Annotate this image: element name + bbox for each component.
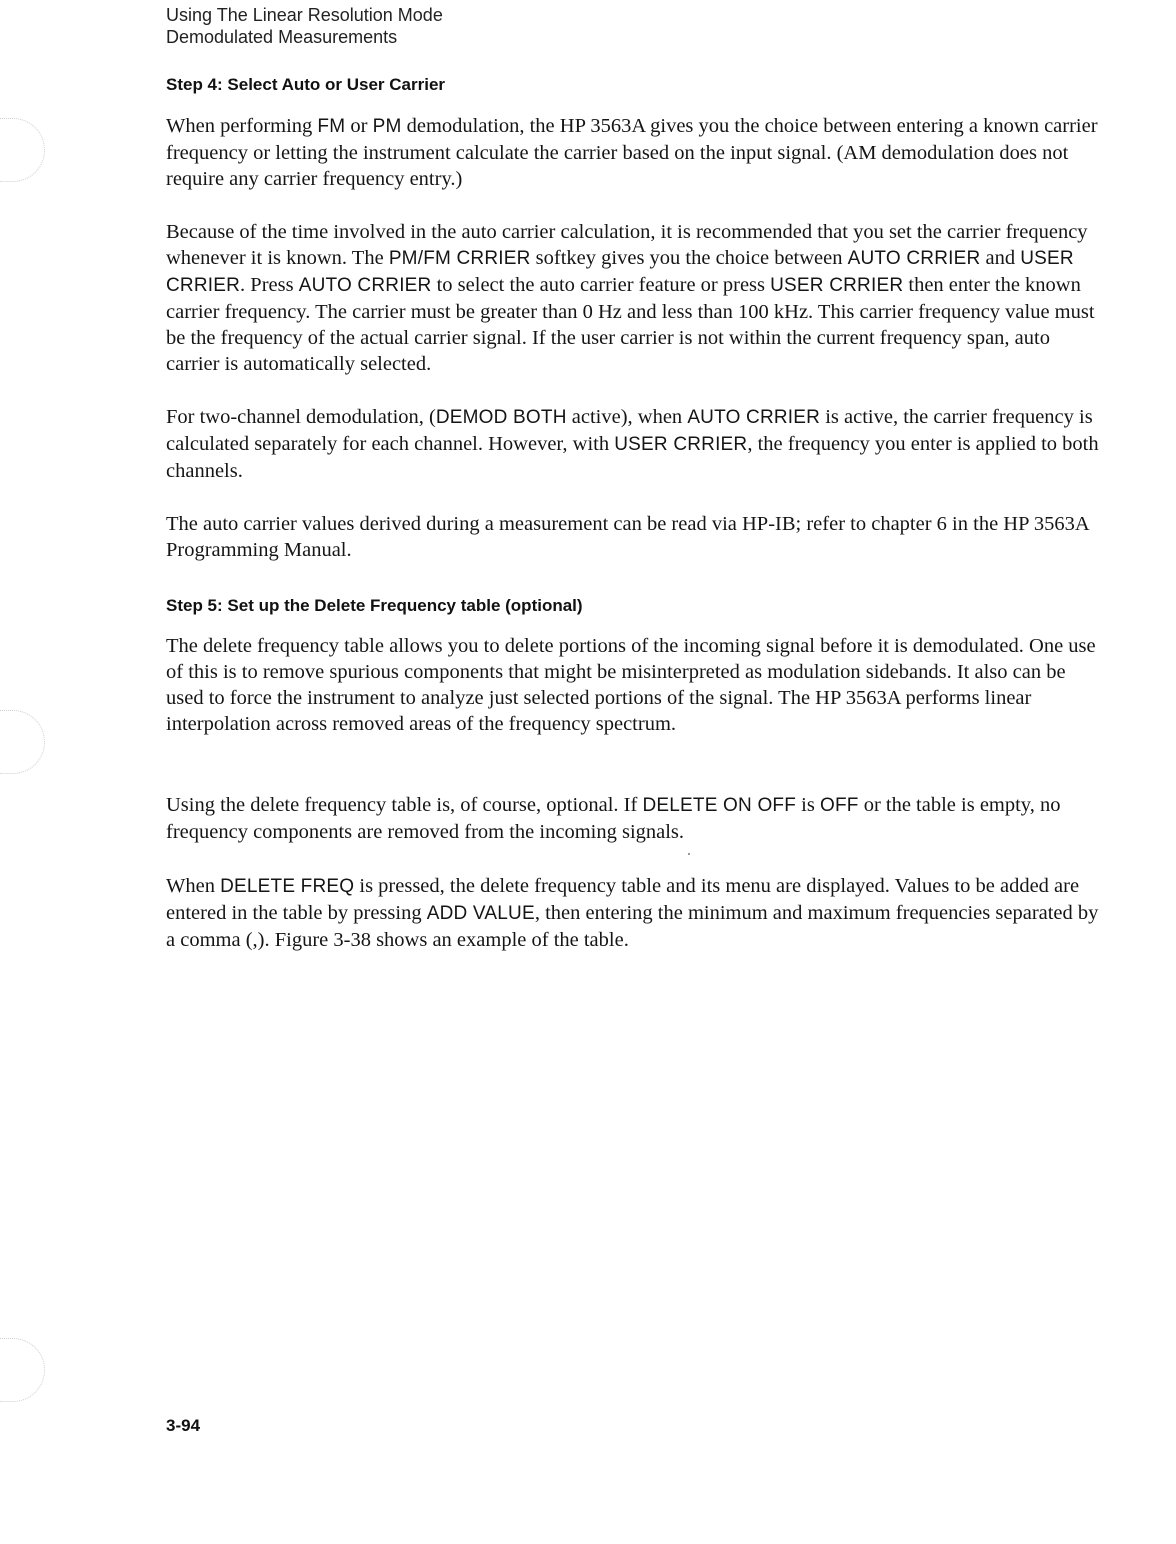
step-4-heading: Step 4: Select Auto or User Carrier bbox=[166, 75, 446, 94]
softkey-delete-freq: DELETE FREQ bbox=[220, 876, 355, 897]
softkey-auto-crrier: AUTO CRRIER bbox=[847, 248, 981, 269]
step-5-heading: Step 5: Set up the Delete Frequency table (optional) bbox=[166, 596, 583, 615]
step-4-paragraph-1: When performing FM or PM demodulation, the HP 3563A gives you the choice between entering a known carrier frequency or letting the instrument calculate the carrier based on the input signal. (AM demodulation does not require any carrier frequency entry.) bbox=[166, 115, 1098, 190]
step-5-paragraph-2: Using the delete frequency table is, of course, optional. If DELETE ON OFF is OFF or the table is empty, no frequency components are removed from the incoming signals. bbox=[166, 794, 1061, 843]
softkey-auto-crrier: AUTO CRRIER bbox=[687, 407, 821, 428]
softkey-pm-fm-crrier: PM/FM CRRIER bbox=[388, 248, 531, 269]
scan-speck bbox=[688, 853, 690, 855]
softkey-delete-on-off: DELETE ON OFF bbox=[642, 795, 797, 816]
softkey-fm: FM bbox=[317, 116, 346, 137]
page-number: 3-94 bbox=[166, 1416, 201, 1435]
punch-hole-bottom bbox=[0, 1338, 45, 1402]
punch-hole-middle bbox=[0, 710, 45, 774]
softkey-add-value: ADD VALUE bbox=[426, 903, 535, 924]
softkey-pm: PM bbox=[372, 116, 402, 137]
softkey-off: OFF bbox=[819, 795, 859, 816]
softkey-user-crrier: USER CRRIER bbox=[166, 248, 1074, 296]
running-head-line-2: Demodulated Measurements bbox=[166, 27, 398, 47]
step-5-paragraph-3: When DELETE FREQ is pressed, the delete frequency table and its menu are displayed. Values to be added are entered in the table by pressing ADD VALUE, then entering the minimum and maximum frequencies separated by a comma (,). Figure 3-38 shows an example of the table. bbox=[166, 875, 1099, 951]
running-head-line-1: Using The Linear Resolution Mode bbox=[166, 5, 443, 25]
softkey-user-crrier: USER CRRIER bbox=[770, 275, 904, 296]
step-4-paragraph-4: The auto carrier values derived during a measurement can be read via HP-IB; refer to chapter 6 in the HP 3563A Programming Manual. bbox=[166, 513, 1089, 561]
softkey-auto-crrier: AUTO CRRIER bbox=[298, 275, 432, 296]
punch-hole-top bbox=[0, 118, 45, 182]
softkey-user-crrier: USER CRRIER bbox=[614, 434, 748, 455]
running-head bbox=[166, 4, 443, 48]
step-5-paragraph-1: The delete frequency table allows you to delete portions of the incoming signal before it is demodulated. One use of this is to remove spurious components that might be misinterpreted as modulation sidebands. It also can be used to force the instrument to analyze just selected portions of the signal. The HP 3563A performs linear interpolation across removed areas of the frequency spectrum. bbox=[166, 635, 1096, 735]
step-4-paragraph-2: Because of the time involved in the auto carrier calculation, it is recommended that you set the carrier frequency whenever it is known. The PM/FM CRRIER softkey gives you the choice between AUTO CRRIER and USER CRRIER. Press AUTO CRRIER to select the auto carrier feature or press USER CRRIER then enter the known carrier frequency. The carrier must be greater than 0 Hz and less than 100 kHz. This carrier frequency value must be the frequency of the actual carrier signal. If the user carrier is not within the current frequency span, auto carrier is automatically selected. bbox=[166, 221, 1095, 375]
softkey-demod-both: DEMOD BOTH bbox=[435, 407, 567, 428]
step-4-paragraph-3: For two-channel demodulation, (DEMOD BOTH active), when AUTO CRRIER is active, the carrier frequency is calculated separately for each channel. However, with USER CRRIER, the frequency you enter is applied to both channels. bbox=[166, 406, 1099, 482]
